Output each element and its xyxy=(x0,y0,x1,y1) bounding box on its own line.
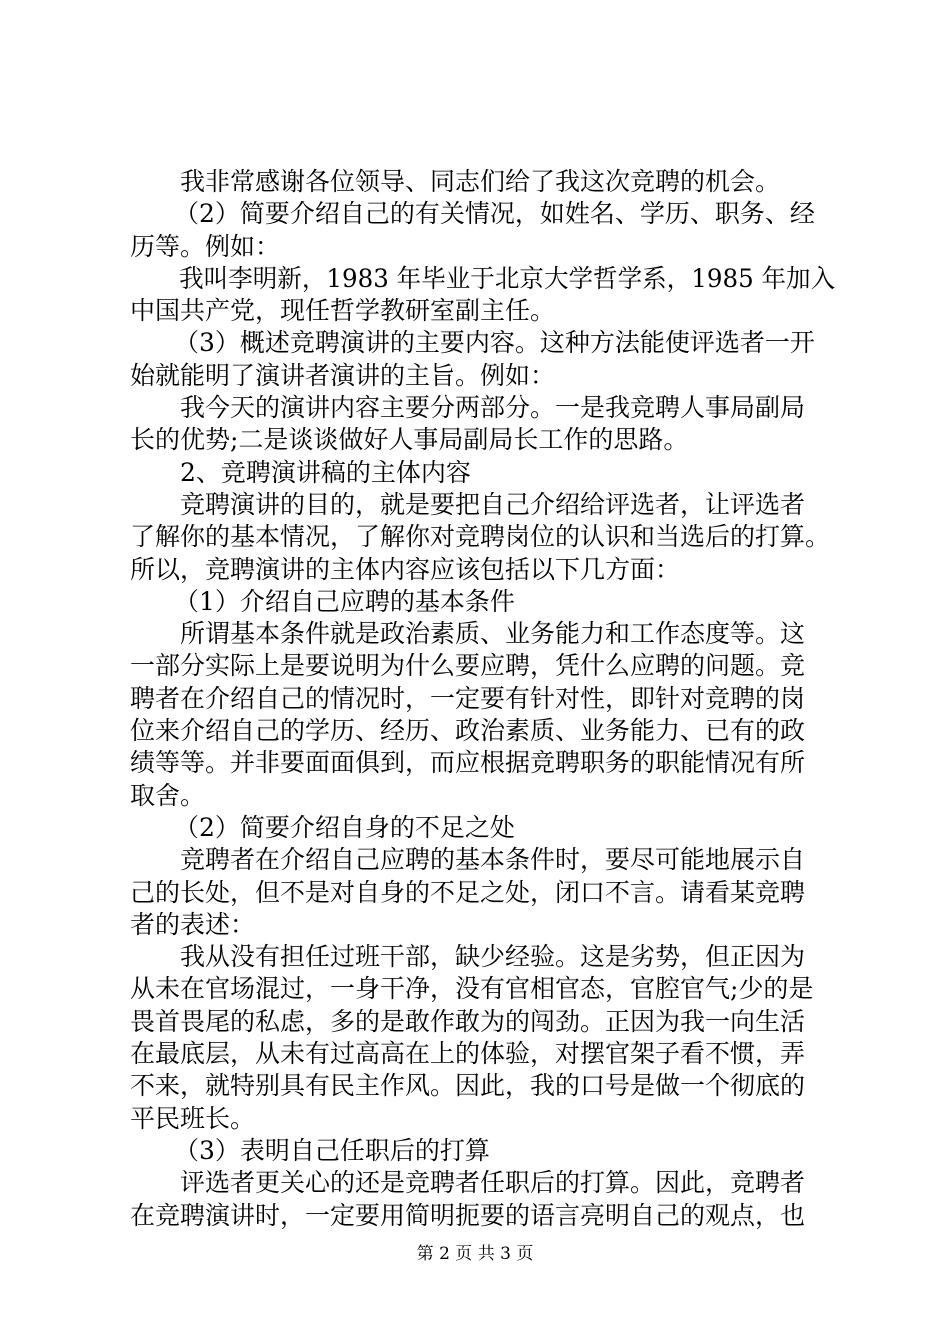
text-line: 者的表述： xyxy=(130,909,256,939)
subsection-heading: （1）介绍自己应聘的基本条件 xyxy=(174,586,515,616)
text-line: 评选者更关心的还是竞聘者任职后的打算。因此，竞聘者 xyxy=(180,1168,806,1198)
document-body xyxy=(130,166,835,1232)
text-line: 不来，就特别具有民主作风。因此，我的口号是做一个彻底的 xyxy=(130,1071,806,1101)
text-line: 竞聘演讲的目的，就是要把自己介绍给评选者，让评选者 xyxy=(180,489,806,519)
page-footer xyxy=(0,1243,950,1265)
text-line: 我非常感谢各位领导、同志们给了我这次竞聘的机会。 xyxy=(180,167,781,196)
text-line: 所以，竞聘演讲的主体内容应该包括以下几方面： xyxy=(130,554,681,584)
text-line: 己的长处，但不是对自身的不足之处，闭口不言。请看某竞聘 xyxy=(130,877,806,907)
text-line: （2）简要介绍自己的有关情况，如姓名、学历、职务、经 xyxy=(174,199,815,229)
text-line: 聘者在介绍自己的情况时，一定要有针对性，即针对竞聘的岗 xyxy=(130,683,806,713)
text-line: 在最底层，从未有过高高在上的体验，对摆官架子看不惯，弄 xyxy=(130,1039,806,1069)
text-line: （3）概述竞聘演讲的主要内容。这种方法能使评选者一开 xyxy=(174,328,815,358)
text-line: 绩等等。并非要面面俱到，而应根据竞聘职务的职能情况有所 xyxy=(130,748,806,778)
page-number-label: 第 2 页 共 3 页 xyxy=(416,1244,534,1264)
text-line: 我从没有担任过班干部，缺少经验。这是劣势，但正因为 xyxy=(180,942,806,972)
text-line: 从未在官场混过，一身干净，没有官相官态，官腔官气;少的是 xyxy=(130,974,814,1004)
text-line: 我今天的演讲内容主要分两部分。一是我竞聘人事局副局 xyxy=(180,393,806,423)
text-line: 所谓基本条件就是政治素质、业务能力和工作态度等。这 xyxy=(180,619,806,649)
text-line: 平民班长。 xyxy=(130,1103,256,1133)
text-line: 历等。例如： xyxy=(130,231,281,261)
text-line: 在竞聘演讲时，一定要用简明扼要的语言亮明自己的观点，也 xyxy=(130,1200,806,1230)
section-heading: 2、竞聘演讲稿的主体内容 xyxy=(180,457,471,487)
text-line: 我叫李明新，1983 年毕业于北京大学哲学系，1985 年加入 xyxy=(179,263,836,293)
text-line: 长的优势;二是谈谈做好人事局副局长工作的思路。 xyxy=(130,425,689,455)
text-line: 取舍。 xyxy=(130,780,206,810)
text-line: 位来介绍自己的学历、经历、政治素质、业务能力、已有的政 xyxy=(130,716,806,746)
text-line: 畏首畏尾的私虑，多的是敢作敢为的闯劲。正因为我一向生活 xyxy=(130,1006,806,1036)
text-line: 一部分实际上是要说明为什么要应聘，凭什么应聘的问题。竞 xyxy=(130,651,806,681)
subsection-heading: （3）表明自己任职后的打算 xyxy=(174,1135,490,1165)
text-line: 了解你的基本情况，了解你对竞聘岗位的认识和当选后的打算。 xyxy=(130,522,831,552)
text-line: 竞聘者在介绍自己应聘的基本条件时，要尽可能地展示自 xyxy=(180,845,806,875)
text-line: 始就能明了演讲者演讲的主旨。例如： xyxy=(130,360,556,390)
text-line: 中国共产党，现任哲学教研室副主任。 xyxy=(130,296,556,326)
subsection-heading: （2）简要介绍自身的不足之处 xyxy=(174,812,515,842)
